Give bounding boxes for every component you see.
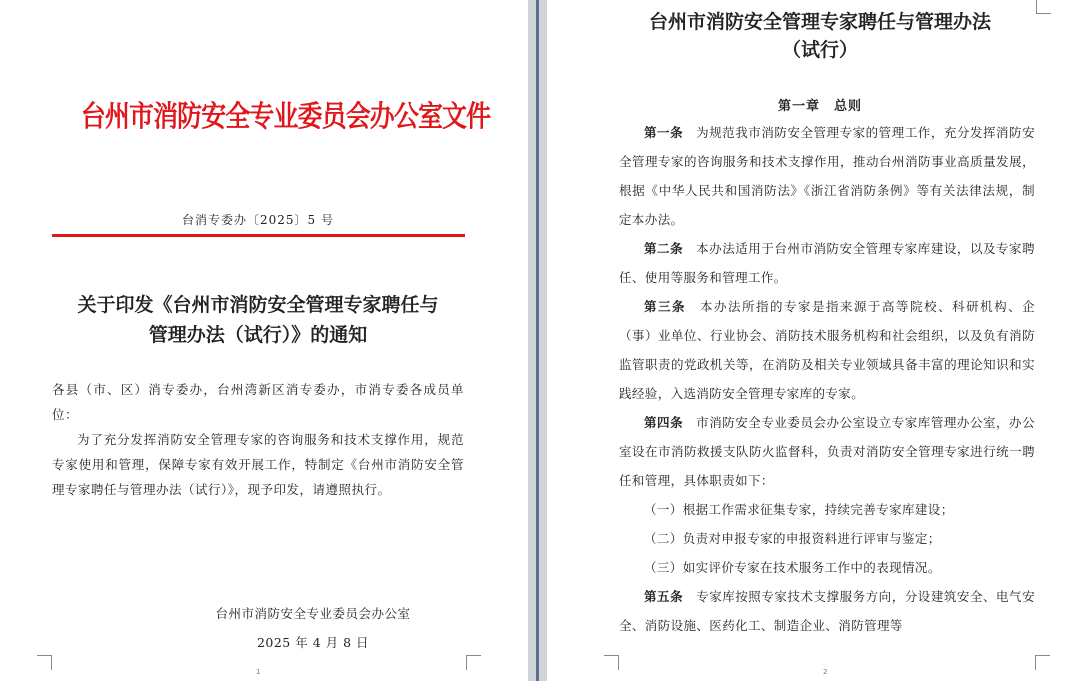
duty-item: （二）负责对申报专家的申报资料进行评审与鉴定； xyxy=(644,531,941,546)
issue-date: 2025 年 4 月 8 日 xyxy=(256,635,370,650)
page-divider xyxy=(528,0,547,681)
article-text: 专家库按照专家技术支撑服务方向，分设建筑安全、电气安全、消防设施、医药化工、制造企业、消防管理等 xyxy=(619,589,1035,633)
duty-item: （三）如实评价专家在技术服务工作中的表现情况。 xyxy=(644,560,941,575)
red-header-title: 台州市消防安全专业委员会办公室文件 xyxy=(80,99,491,133)
notice-title-line: 关于印发《台州市消防安全管理专家聘任与 xyxy=(77,294,439,316)
article-heading: 第二条 xyxy=(644,241,684,256)
article-paragraph xyxy=(619,234,1035,292)
document-number: 台消专委办〔2025〕5 号 xyxy=(182,213,334,227)
notice-body xyxy=(52,377,464,502)
duty-item: （一）根据工作需求征集专家，持续完善专家库建设； xyxy=(644,502,954,517)
measures-title xyxy=(610,8,1030,64)
article-paragraph xyxy=(619,408,1035,495)
measures-body xyxy=(619,118,1035,640)
measures-title-line: 台州市消防安全管理专家聘任与管理办法 xyxy=(648,11,991,33)
page-corner-mark xyxy=(37,655,52,670)
article-heading: 第四条 xyxy=(644,415,684,430)
article-text: 为规范我市消防安全管理专家的管理工作，充分发挥消防安全管理专家的咨询服务和技术支撑作用，推动台州消防事业高质量发展，根据《中华人民共和国消防法》《浙江省消防条例》等有关法律法规，制定本办法。 xyxy=(619,125,1035,227)
page-number: 2 xyxy=(823,668,828,676)
page-corner-mark xyxy=(1035,655,1050,670)
article-paragraph xyxy=(619,118,1035,234)
measures-title-subline: （试行） xyxy=(781,39,858,61)
page-corner-mark xyxy=(604,655,619,670)
page-corner-mark xyxy=(466,655,481,670)
article-heading: 第五条 xyxy=(644,589,684,604)
article-text: 市消防安全专业委员会办公室设立专家库管理办公室，办公室设在市消防救援支队防火监督科，负责对消防安全管理专家进行统一聘任和管理，具体职责如下： xyxy=(619,415,1035,488)
addressee: 各县（市、区）消专委办，台州湾新区消专委办，市消专委各成员单位： xyxy=(52,382,464,422)
red-separator-line xyxy=(52,234,465,237)
issuer-signature: 台州市消防安全专业委员会办公室 xyxy=(215,606,411,621)
page-number: 1 xyxy=(256,668,261,676)
article-paragraph xyxy=(619,582,1035,640)
notice-title-line: 管理办法（试行）》的通知 xyxy=(148,324,368,346)
notice-title xyxy=(52,290,464,350)
chapter-heading: 第一章 总则 xyxy=(777,99,862,114)
article-heading: 第一条 xyxy=(644,125,684,140)
article-heading: 第三条 xyxy=(644,299,687,314)
notice-paragraph: 为了充分发挥消防安全管理专家的咨询服务和技术支撑作用，规范专家使用和管理，保障专家有效开展工作，特制定《台州市消防安全管理专家聘任与管理办法（试行）》，现予印发，请遵照执行。 xyxy=(52,432,464,497)
article-text: 本办法适用于台州市消防安全管理专家库建设，以及专家聘任、使用等服务和管理工作。 xyxy=(619,241,1035,285)
article-text: 本办法所指的专家是指来源于高等院校、科研机构、企（事）业单位、行业协会、消防技术服务机构和社会组织，以及负有消防监管职责的党政机关等，在消防及相关专业领域具备丰富的理论知识和实践经验，入选消防安全管理专家库的专家。 xyxy=(619,299,1035,401)
article-paragraph xyxy=(619,292,1035,408)
page-corner-mark xyxy=(1036,0,1051,14)
